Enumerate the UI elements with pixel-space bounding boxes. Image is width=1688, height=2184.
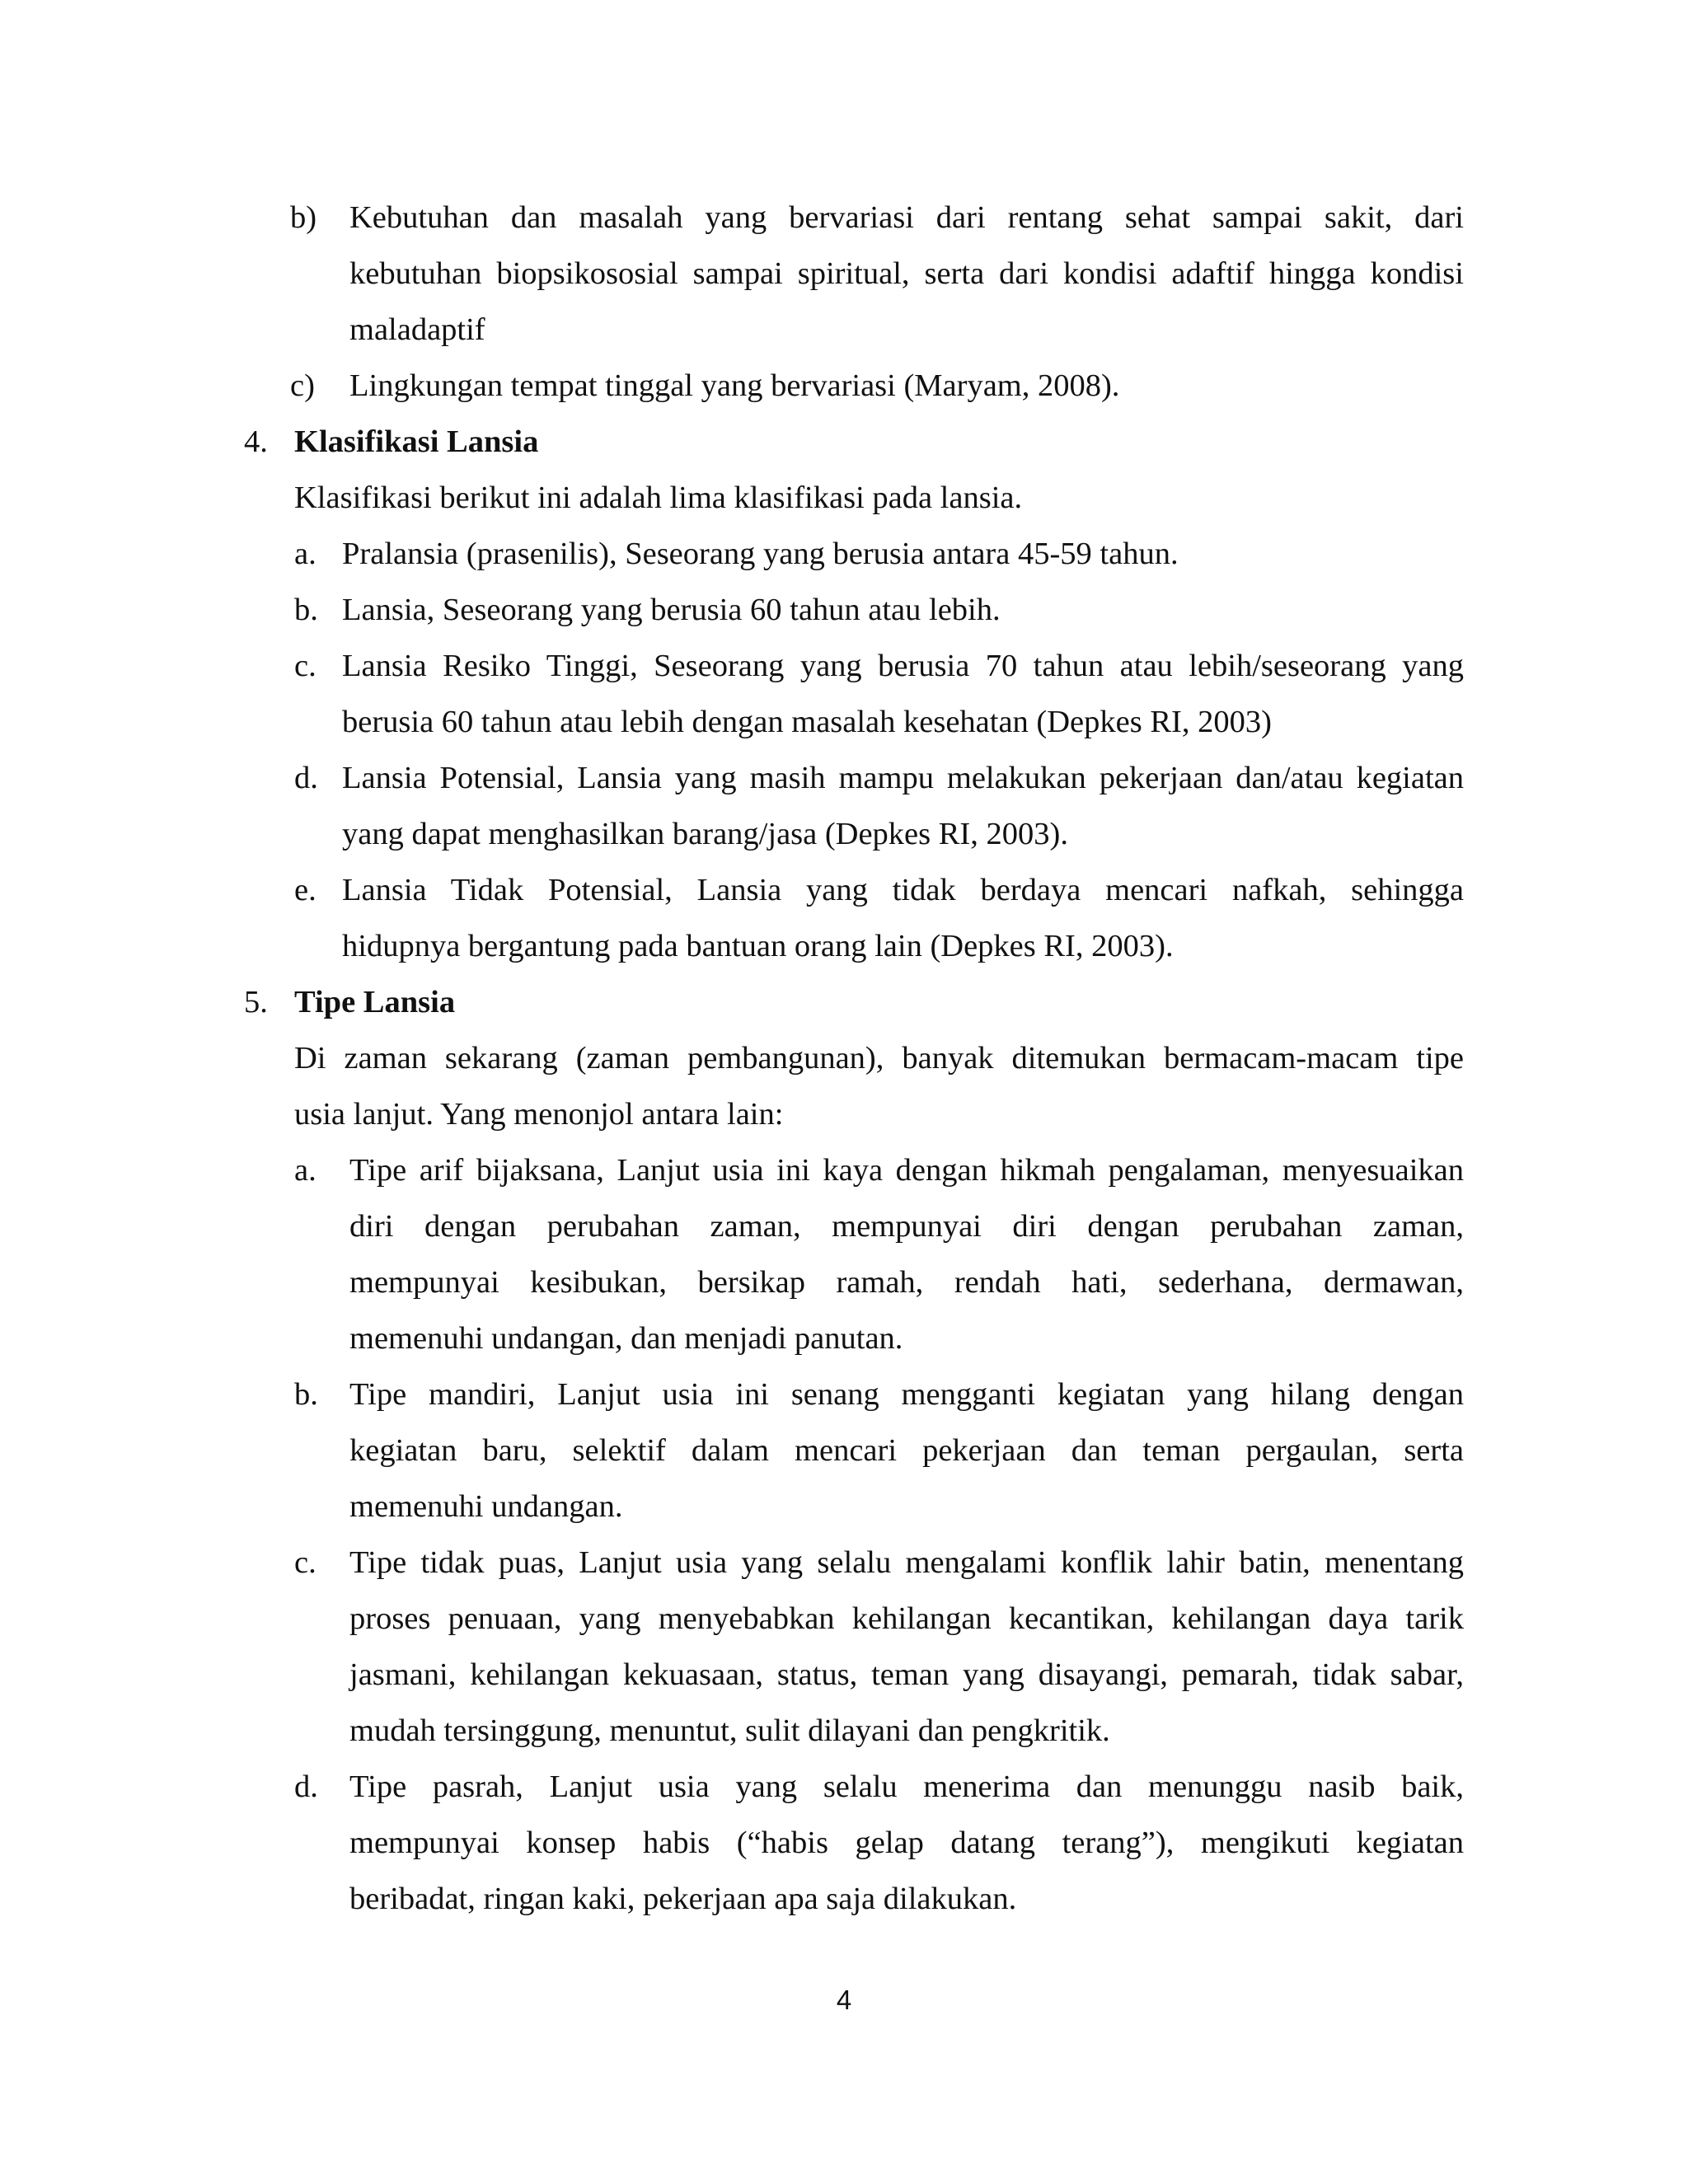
section-4-item-e-line-2: hidupnya bergantung pada bantuan orang lain (Depkes RI, 2003). <box>342 929 1174 963</box>
section-4-item-c-line-1: Lansia Resiko Tinggi, Seseorang yang berusia 70 tahun atau lebih/seseorang yang <box>342 649 1464 683</box>
section-4-item-c-marker: c. <box>294 649 316 683</box>
section-5-item-a-marker: a. <box>294 1153 316 1188</box>
section-4-item-c-line-2: berusia 60 tahun atau lebih dengan masalah kesehatan (Depkes RI, 2003) <box>342 705 1272 739</box>
list-item-c-line-1: Lingkungan tempat tinggal yang bervariasi (Maryam, 2008). <box>349 368 1120 403</box>
section-4-number: 4. <box>244 424 268 459</box>
section-5-item-c-line-3: jasmani, kehilangan kekuasaan, status, teman yang disayangi, pemarah, tidak sabar, <box>349 1657 1464 1692</box>
section-5-intro-line-1: Di zaman sekarang (zaman pembangunan), banyak ditemukan bermacam-macam tipe <box>294 1041 1464 1076</box>
section-5-item-d-line-2: mempunyai konsep habis (“habis gelap datang terang”), mengikuti kegiatan <box>349 1825 1464 1860</box>
section-5-intro-line-2: usia lanjut. Yang menonjol antara lain: <box>294 1097 784 1132</box>
section-5-item-b-marker: b. <box>294 1377 318 1412</box>
section-5-item-d-line-1: Tipe pasrah, Lanjut usia yang selalu menerima dan menunggu nasib baik, <box>349 1769 1464 1804</box>
section-5-item-c-line-1: Tipe tidak puas, Lanjut usia yang selalu mengalami konflik lahir batin, menentang <box>349 1545 1464 1580</box>
section-5-item-c-line-4: mudah tersinggung, menuntut, sulit dilayani dan pengkritik. <box>349 1713 1110 1748</box>
section-5-item-a-line-2: diri dengan perubahan zaman, mempunyai diri dengan perubahan zaman, <box>349 1209 1464 1244</box>
section-5-item-b-line-2: kegiatan baru, selektif dalam mencari pekerjaan dan teman pergaulan, serta <box>349 1433 1464 1468</box>
section-5-item-c-line-2: proses penuaan, yang menyebabkan kehilangan kecantikan, kehilangan daya tarik <box>349 1601 1464 1636</box>
section-4-item-e-line-1: Lansia Tidak Potensial, Lansia yang tidak berdaya mencari nafkah, sehingga <box>342 873 1464 907</box>
section-5-item-c-marker: c. <box>294 1545 316 1580</box>
section-5-item-a-line-3: mempunyai kesibukan, bersikap ramah, rendah hati, sederhana, dermawan, <box>349 1265 1464 1300</box>
section-5-item-d-line-3: beribadat, ringan kaki, pekerjaan apa saja dilakukan. <box>349 1882 1017 1916</box>
list-item-b-line-3: maladaptif <box>349 312 485 347</box>
section-5-item-d-marker: d. <box>294 1769 318 1804</box>
page-number: 4 <box>836 1985 852 2015</box>
section-5-number: 5. <box>244 985 268 1019</box>
section-5-item-b-line-3: memenuhi undangan. <box>349 1489 623 1524</box>
section-4-item-d-line-1: Lansia Potensial, Lansia yang masih mampu melakukan pekerjaan dan/atau kegiatan <box>342 761 1464 795</box>
section-5-item-a-line-1: Tipe arif bijaksana, Lanjut usia ini kaya dengan hikmah pengalaman, menyesuaikan <box>349 1153 1464 1188</box>
section-4-item-d-line-2: yang dapat menghasilkan barang/jasa (Depkes RI, 2003). <box>342 817 1068 851</box>
section-4-item-d-marker: d. <box>294 761 318 795</box>
section-5-item-a-line-4: memenuhi undangan, dan menjadi panutan. <box>349 1321 903 1356</box>
section-4-item-a-marker: a. <box>294 537 316 571</box>
section-4-item-b-marker: b. <box>294 593 318 627</box>
section-4-heading: Klasifikasi Lansia <box>294 424 539 459</box>
list-marker-b: b) <box>290 200 317 235</box>
section-5-item-b-line-1: Tipe mandiri, Lanjut usia ini senang mengganti kegiatan yang hilang dengan <box>349 1377 1464 1412</box>
section-4-item-b-line-1: Lansia, Seseorang yang berusia 60 tahun atau lebih. <box>342 593 1001 627</box>
section-4-item-a-line-1: Pralansia (prasenilis), Seseorang yang berusia antara 45-59 tahun. <box>342 537 1179 571</box>
list-item-b-line-1: Kebutuhan dan masalah yang bervariasi dari rentang sehat sampai sakit, dari <box>349 200 1464 235</box>
section-4-item-e-marker: e. <box>294 873 316 907</box>
section-5-heading: Tipe Lansia <box>294 985 456 1019</box>
section-4-intro: Klasifikasi berikut ini adalah lima klasifikasi pada lansia. <box>294 480 1023 515</box>
list-marker-c: c) <box>290 368 315 403</box>
list-item-b-line-2: kebutuhan biopsikososial sampai spiritual, serta dari kondisi adaftif hingga kondisi <box>349 256 1464 291</box>
